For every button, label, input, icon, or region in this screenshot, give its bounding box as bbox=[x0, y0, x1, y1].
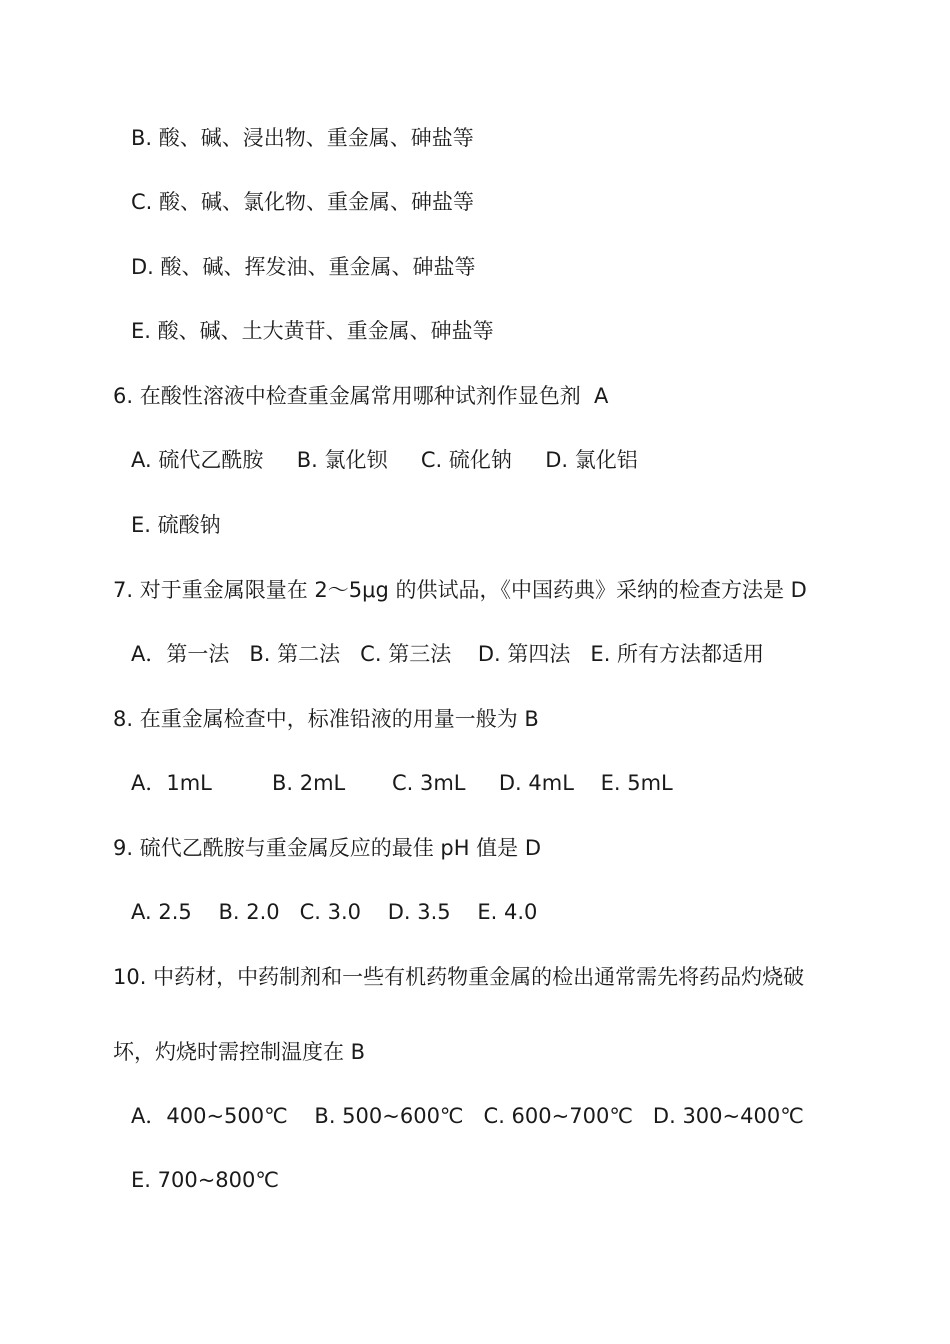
option-line-q5-c: C. 酸、碱、氯化物、重金属、砷盐等 bbox=[131, 190, 475, 214]
question-10: 10. 中药材，中药制剂和一些有机药物重金属的检出通常需先将药品灼烧破 bbox=[113, 965, 805, 989]
options-q10-a-d: A．400~500℃ B. 500~600℃ C. 600~700℃ D. 300~400℃ bbox=[131, 1104, 804, 1128]
question-8: 8. 在重金属检查中，标准铅液的用量一般为 B bbox=[113, 707, 539, 731]
question-9: 9. 硫代乙酰胺与重金属反应的最佳 pH 值是 D bbox=[113, 836, 542, 860]
question-6: 6. 在酸性溶液中检查重金属常用哪种试剂作显色剂 A bbox=[113, 384, 609, 408]
options-q9: A. 2.5 B. 2.0 C. 3.0 D. 3.5 E. 4.0 bbox=[131, 900, 538, 924]
option-q10-e: E. 700~800℃ bbox=[131, 1168, 279, 1192]
option-line-q5-d: D. 酸、碱、挥发油、重金属、砷盐等 bbox=[131, 255, 476, 279]
option-line-q5-b: B. 酸、碱、浸出物、重金属、砷盐等 bbox=[131, 126, 474, 150]
question-7: 7. 对于重金属限量在 2～5μg 的供试品，《中国药典》采纳的检查方法是 D bbox=[113, 578, 807, 602]
option-q6-e: E. 硫酸钠 bbox=[131, 513, 221, 537]
question-10-continued: 坏，灼烧时需控制温度在 B bbox=[113, 1040, 366, 1064]
options-q7: A．第一法 B. 第二法 C. 第三法 D. 第四法 E. 所有方法都适用 bbox=[131, 642, 765, 666]
option-line-q5-e: E. 酸、碱、土大黄苷、重金属、砷盐等 bbox=[131, 319, 494, 343]
options-q8: A．1mL B. 2mL C. 3mL D. 4mL E. 5mL bbox=[131, 771, 673, 795]
options-q6-a-d: A. 硫代乙酰胺 B. 氯化钡 C. 硫化钠 D. 氯化铝 bbox=[131, 448, 638, 472]
